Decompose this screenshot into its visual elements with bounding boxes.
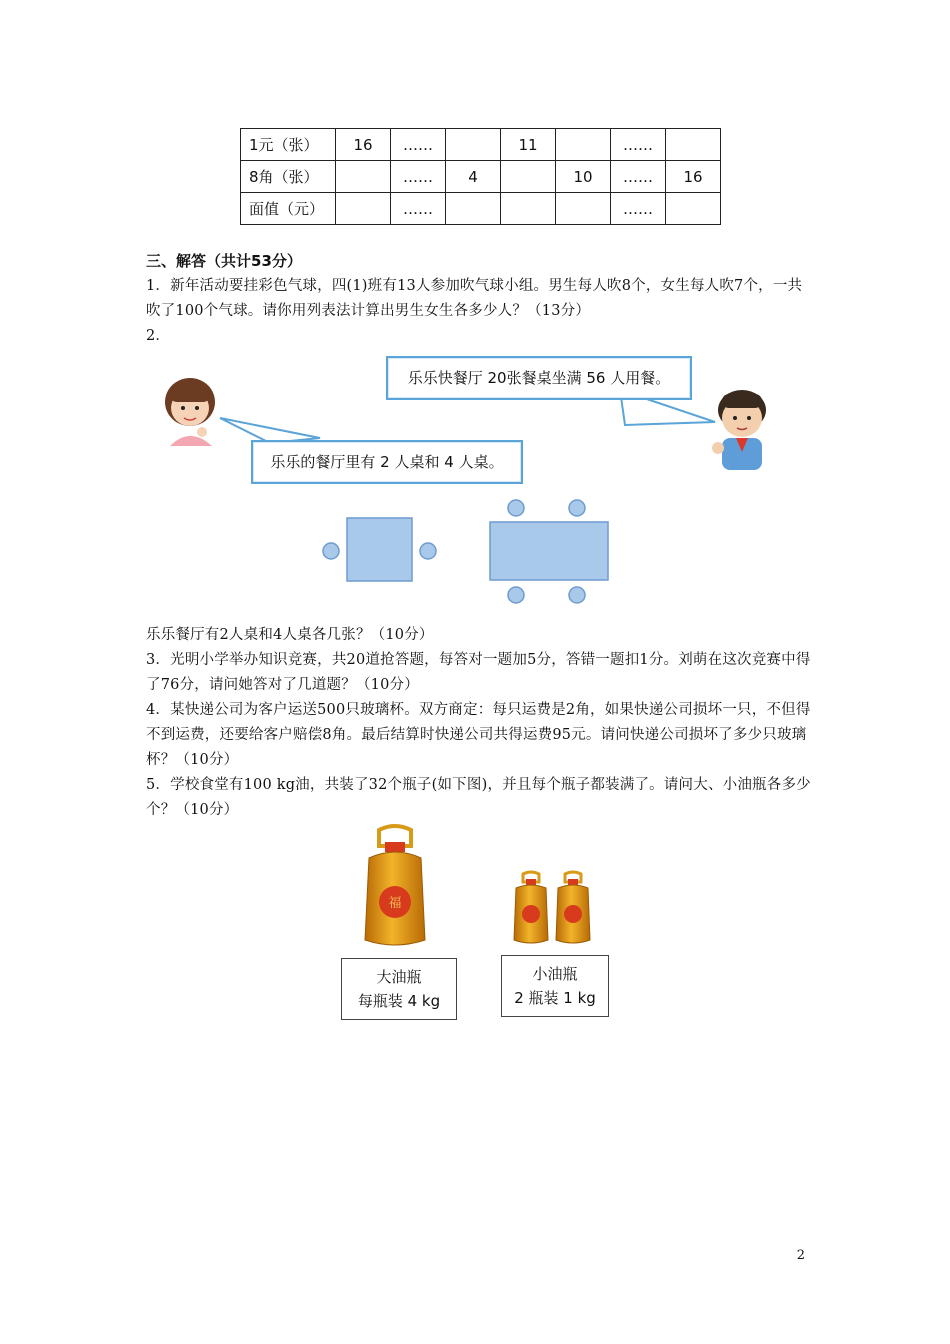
girl-illustration <box>165 378 215 446</box>
table-row <box>241 161 721 193</box>
table-cell: …… <box>391 161 446 193</box>
table-row-header: 面值（元） <box>241 193 336 225</box>
table-cell <box>501 193 556 225</box>
chair <box>569 587 585 603</box>
table-cell: …… <box>391 193 446 225</box>
small-oil-bottle-icon <box>514 872 548 943</box>
page-number: 2 <box>796 1248 805 1263</box>
question-4: 4．某快递公司为客户运送500只玻璃杯。双方商定：每只运费是2角，如果快递公司损坏一只，不但得不到运费，还要给客户赔偿8角。最后结算时快递公司共得运费95元。请问快递公司损坏了多少只玻璃杯？（10分） <box>146 702 811 768</box>
svg-text:福: 福 <box>388 896 402 911</box>
big-bottle-label <box>341 958 457 1020</box>
small-bottle-label-name: 小油瓶 <box>532 965 578 983</box>
table-cell: 4 <box>446 161 501 193</box>
table-cell <box>336 193 391 225</box>
chair <box>420 543 436 559</box>
table-cell <box>336 161 391 193</box>
table-row-header: 8角（张） <box>241 161 336 193</box>
table-cell <box>446 193 501 225</box>
small-oil-bottle-icon <box>556 872 590 943</box>
question-5: 5．学校食堂有100 kg油，共装了32个瓶子(如下图)，并且每个瓶子都装满了。请问大、小油瓶各多少个？（10分） <box>146 777 811 818</box>
table-cell: 16 <box>666 161 721 193</box>
speech-bubble-right: 乐乐快餐厅 20张餐桌坐满 56 人用餐。 <box>386 356 692 400</box>
big-bottle-label-name: 大油瓶 <box>376 968 422 986</box>
small-bottle-label <box>501 955 609 1017</box>
section-title: 三、解答（共计53分） <box>146 252 302 270</box>
boy-illustration <box>712 390 766 470</box>
question-1: 1．新年活动要挂彩色气球，四(1)班有13人参加吹气球小组。男生每人吹8个，女生每人吹7个，一共吹了100个气球。请你用列表法计算出男生女生各多少人？（13分） <box>146 278 803 319</box>
chair <box>323 543 339 559</box>
chair <box>569 500 585 516</box>
table-cell: …… <box>611 129 666 161</box>
table-cell <box>446 129 501 161</box>
table-cell <box>556 193 611 225</box>
money-table <box>240 128 721 225</box>
table-cell <box>501 161 556 193</box>
oil-bottles-illustration <box>355 822 605 957</box>
small-bottle-label-capacity: 2 瓶装 1 kg <box>514 989 596 1007</box>
table-cell <box>666 193 721 225</box>
big-bottle-label-capacity: 每瓶装 4 kg <box>357 992 441 1010</box>
square-table <box>347 518 412 581</box>
table-cell <box>666 129 721 161</box>
table-row <box>241 129 721 161</box>
table-cell: …… <box>611 161 666 193</box>
four-person-table <box>490 500 608 603</box>
question-2-text: 乐乐餐厅有2人桌和4人桌各几张？（10分） <box>146 627 434 643</box>
table-row <box>241 193 721 225</box>
table-row-header: 1元（张） <box>241 129 336 161</box>
speech-bubble-left: 乐乐的餐厅里有 2 人桌和 4 人桌。 <box>251 440 523 484</box>
table-cell: …… <box>611 193 666 225</box>
chair <box>508 500 524 516</box>
two-person-table <box>323 518 436 581</box>
table-cell: 16 <box>336 129 391 161</box>
table-cell: 10 <box>556 161 611 193</box>
question-3: 3．光明小学举办知识竞赛，共20道抢答题，每答对一题加5分，答错一题扣1分。刘萌在这次竞赛中得了76分，请问她答对了几道题？（10分） <box>146 652 811 693</box>
rect-table <box>490 522 608 580</box>
table-cell: 11 <box>501 129 556 161</box>
table-cell <box>556 129 611 161</box>
table-cell: …… <box>391 129 446 161</box>
big-oil-bottle-icon <box>365 826 425 945</box>
question-2-number: 2． <box>146 328 171 344</box>
chair <box>508 587 524 603</box>
